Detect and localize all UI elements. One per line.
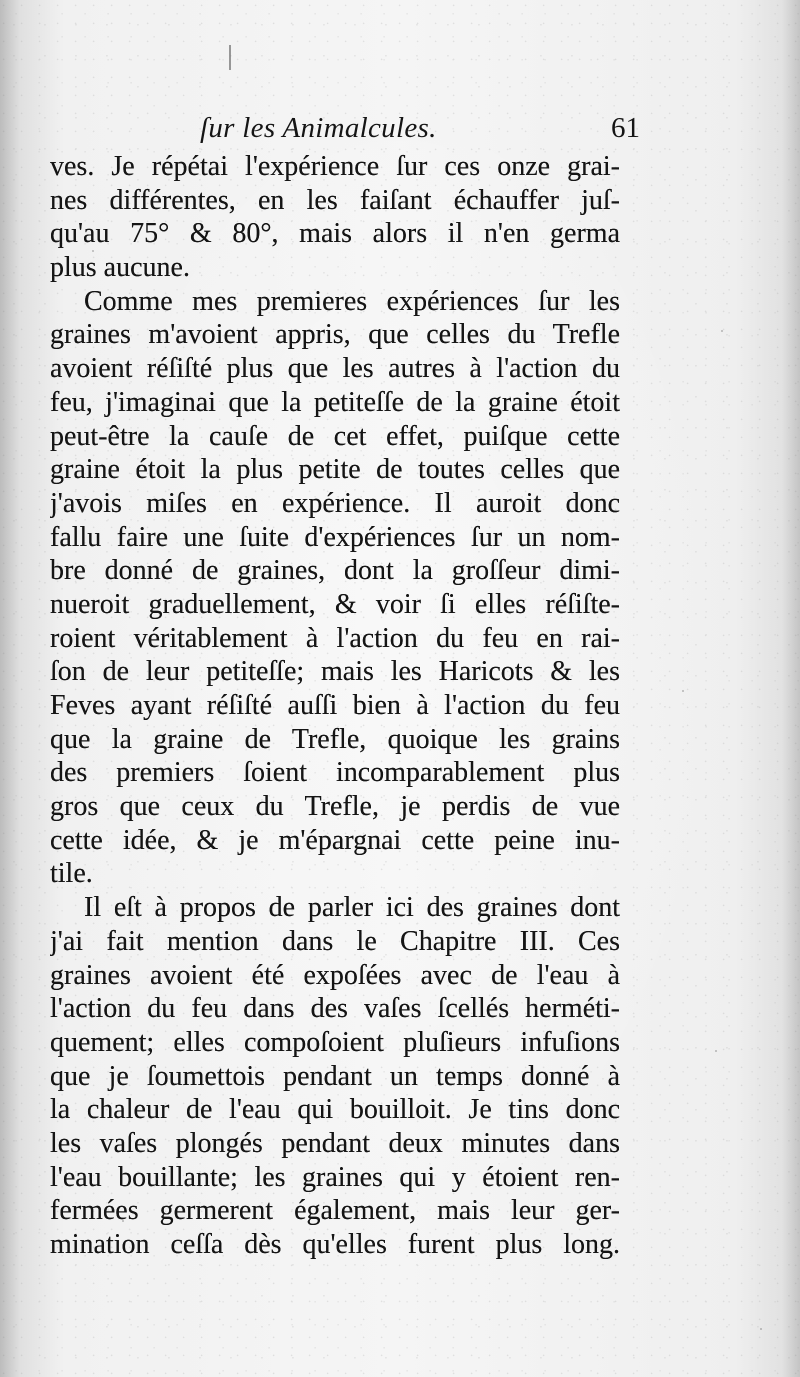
text-line: roient véritablement à l'action du feu en rai- [50, 622, 620, 654]
text-line: quement; elles compoſoient pluſieurs infuſions [50, 1026, 620, 1058]
text-line: gros que ceux du Trefle, je perdis de vue [50, 791, 620, 823]
paper-speck [721, 330, 723, 332]
text-line: que la graine de Trefle, quoique les grains [50, 723, 620, 755]
page-header [200, 112, 640, 150]
text-line: mination ceſſa dès qu'elles furent plus long. [50, 1229, 620, 1260]
right-page-edge-shadow [782, 0, 800, 1377]
left-page-edge-shadow [0, 0, 20, 1377]
text-line: graines avoient été expoſées avec de l'eau à [50, 959, 620, 991]
text-line: nueroit graduellement, & voir ſi elles réſiſte- [50, 588, 620, 620]
text-line: plus aucune. [50, 252, 190, 284]
top-ink-mark [229, 45, 231, 70]
text-line: que je ſoumettois pendant un temps donné à [50, 1060, 620, 1092]
paper-speck [92, 250, 94, 252]
paper-speck [715, 1050, 717, 1052]
text-line: fallu faire une ſuite d'expériences ſur un nom- [50, 521, 620, 553]
text-line: l'eau bouillante; les graines qui y étoient ren- [50, 1161, 620, 1193]
text-line: j'ai fait mention dans le Chapitre III. Ces [50, 925, 620, 957]
text-line: fermées germerent également, mais leur ger- [50, 1195, 620, 1227]
text-line: des premiers ſoient incomparablement plus [50, 757, 620, 789]
text-line: feu, j'imaginai que la petiteſſe de la graine étoit [50, 386, 620, 418]
text-line: l'action du feu dans des vaſes ſcellés herméti- [50, 993, 620, 1025]
text-line: graines m'avoient appris, que celles du Trefle [50, 319, 620, 351]
text-line: j'avois miſes en expérience. Il auroit donc [50, 487, 620, 519]
paper-speck [122, 1220, 124, 1222]
text-line: nes différentes, en les faiſant échauffer juſ- [50, 184, 620, 216]
text-line: Comme mes premieres expériences ſur les [84, 285, 620, 317]
text-line: les vaſes plongés pendant deux minutes dans [50, 1127, 620, 1159]
text-line: ſon de leur petiteſſe; mais les Haricots & les [50, 656, 620, 688]
page-number: 61 [611, 112, 640, 144]
text-line: cette idée, & je m'épargnai cette peine inu- [50, 824, 620, 856]
running-title: ſur les Animalcules. [200, 112, 437, 144]
text-line: Feves ayant réſiſté auſſi bien à l'action du feu [50, 690, 620, 721]
text-line: graine étoit la plus petite de toutes celles que [50, 454, 620, 486]
text-line: qu'au 75° & 80°, mais alors il n'en germa [50, 218, 620, 250]
text-line: peut-être la cauſe de cet effet, puiſque cette [50, 420, 620, 452]
text-line: tile. [50, 858, 93, 890]
paper-speck [682, 690, 684, 692]
text-line: ves. Je répétai l'expérience ſur ces onze grai- [50, 151, 620, 182]
body-text [50, 150, 620, 1262]
paper-speck [760, 1328, 762, 1330]
text-line: la chaleur de l'eau qui bouilloit. Je tins donc [50, 1094, 620, 1126]
text-line: avoient réſiſté plus que les autres à l'action du [50, 353, 620, 385]
text-line: Il eſt à propos de parler ici des graines dont [84, 892, 620, 924]
text-line: bre donné de graines, dont la groſſeur dimi- [50, 555, 620, 587]
